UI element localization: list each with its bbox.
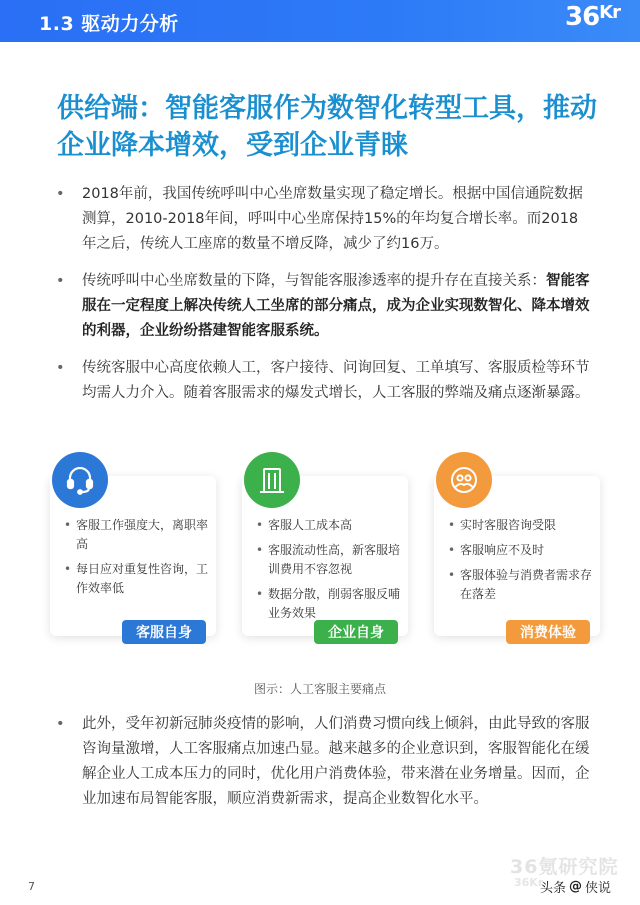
building-icon	[244, 452, 300, 508]
bullet-text: 2018年前，我国传统呼叫中心坐席数量实现了稳定增长。根据中国信通院数据测算，2010-2018年间，呼叫中心坐席保持15%的年均复合增长率。而2018年之后，传统人工座席的数量不增反降，减少了约16万。	[82, 186, 583, 252]
bullet-item	[52, 182, 592, 257]
card-item-list	[254, 516, 400, 629]
bullet-text: 传统呼叫中心坐席数量的下降，与智能客服渗透率的提升存在直接关系：	[82, 273, 546, 289]
page-title: 供给端：智能客服作为数智化转型工具，推动企业降本增效，受到企业青睐	[57, 93, 597, 161]
bullet-item: • 此外，受年初新冠肺炎疫情的影响，人们消费习惯向线上倾斜，由此导致的客服咨询量激增，人工客服痛点加速凸显。越来越多的企业意识到，客服智能化在缓解企业人工成本压力的同时，优化用户消费体验，带来潜在业务增量。因而，企业加速布局智能客服，顺应消费新需求，提高企业数智化水平。	[52, 712, 592, 812]
users-icon	[436, 452, 492, 508]
page-number: 7	[28, 880, 35, 893]
brand-logo	[565, 2, 620, 32]
pain-card-enterprise	[242, 476, 408, 641]
pain-card-consumer	[434, 476, 600, 641]
card-item-list	[62, 516, 208, 604]
bullet-item	[52, 269, 592, 344]
card-item: • 客服工作强度大，离职率高	[62, 516, 208, 554]
bottom-bullet-list	[52, 712, 592, 824]
logo-number: 36	[564, 2, 600, 32]
card-item-list	[446, 516, 592, 610]
card-label: 消费体验	[506, 620, 590, 644]
logo-suffix: Kr	[599, 2, 620, 23]
pain-card-staff	[50, 476, 216, 641]
pain-points-diagram	[48, 448, 608, 658]
watermark-sub: 36Kr	[514, 876, 544, 889]
card-label: 客服自身	[122, 620, 206, 644]
card-item: • 实时客服咨询受限	[446, 516, 592, 535]
watermark: 36氪研究院	[510, 856, 619, 878]
at-sign: @	[569, 879, 583, 894]
section-title: 1.3 驱动力分析	[39, 13, 179, 35]
figure-caption: 图示：人工客服主要痛点	[253, 682, 386, 696]
section-header-bar	[0, 0, 640, 42]
bullet-list	[52, 182, 592, 418]
credit-prefix: 头条	[540, 881, 567, 896]
card-item: • 数据分散，削弱客服反哺业务效果	[254, 585, 400, 623]
source-credit	[540, 877, 611, 896]
bullet-text: 传统客服中心高度依赖人工，客户接待、问询回复、工单填写、客服质检等环节均需人力介入。随着客服需求的爆发式增长，人工客服的弊端及痛点逐渐暴露。	[82, 360, 590, 401]
card-item: • 客服体验与消费者需求存在落差	[446, 566, 592, 604]
credit-name: 侠说	[585, 881, 612, 896]
card-item: • 客服响应不及时	[446, 541, 592, 560]
card-item: • 客服流动性高，新客服培训费用不容忽视	[254, 541, 400, 579]
card-item: • 每日应对重复性咨询，工作效率低	[62, 560, 208, 598]
bullet-item	[52, 356, 592, 406]
card-item: • 客服人工成本高	[254, 516, 400, 535]
headset-icon	[52, 452, 108, 508]
card-label: 企业自身	[314, 620, 398, 644]
bullet-bold-text: 智能客服在一定程度上解决传统人工坐席的部分痛点，成为企业实现数智化、降本增效的利器，企业纷纷搭建智能客服系统。	[82, 273, 590, 339]
